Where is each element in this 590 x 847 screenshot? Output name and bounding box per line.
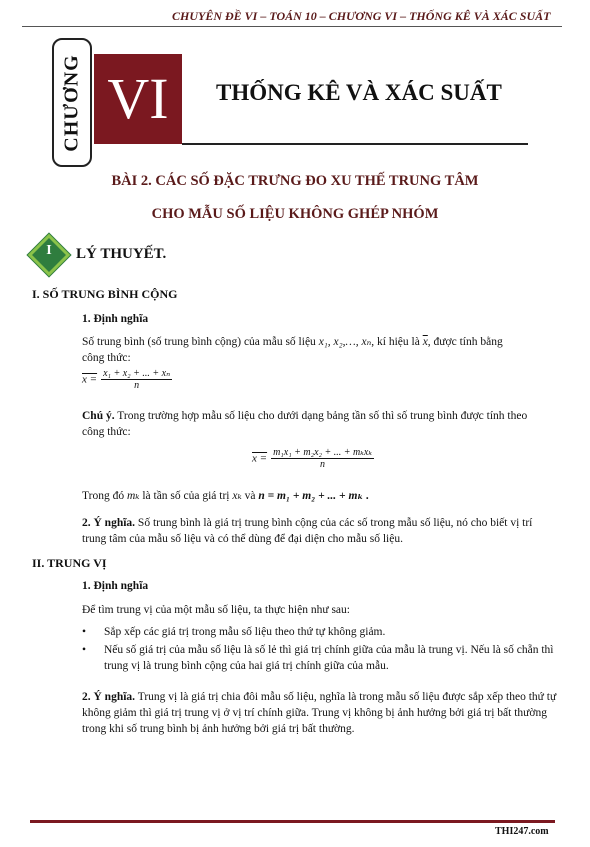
chapter-title-underline <box>182 143 528 145</box>
formula-mean: x = $\frac{\text{x₁ + x₂ + ... + xₙ}}{n}$ <box>82 368 171 391</box>
footer-site: THI247.com <box>495 826 549 837</box>
section2-heading: II. TRUNG VỊ <box>32 556 107 570</box>
part-title: LÝ THUYẾT. <box>76 246 167 262</box>
chapter-title: THỐNG KÊ VÀ XÁC SUẤT <box>216 80 502 105</box>
section1-definition-text: Số trung bình (số trung bình cộng) của mẫu số liệu x₁, x₂,…, xₙ, kí hiệu là $\overline{x}$, được tính bằng công thức: <box>82 336 503 364</box>
lesson-title-line1: BÀI 2. CÁC SỐ ĐẶC TRƯNG ĐO XU THẾ TRUNG TÂM <box>111 173 479 189</box>
section2-bullet-list <box>82 624 557 674</box>
section1-definition-heading: 1. Định nghĩa <box>82 313 149 325</box>
chapter-number: VI <box>94 54 182 144</box>
section1-meaning: 2. Ý nghĩa. Số trung bình là giá trị trung bình cộng của các số trong mẫu số liệu, nó cho biết vị trí trung tâm của mẫu số liệu và có thể dùng để đại diện cho mẫu số liệu. <box>82 517 533 545</box>
running-header: CHUYÊN ĐỀ VI – TOÁN 10 – CHƯƠNG VI – THỐNG KÊ VÀ XÁC SUẤT <box>172 9 551 23</box>
bullet-icon: • <box>82 626 87 638</box>
chapter-label: CHƯƠNG <box>60 53 83 152</box>
section1-where: Trong đó mₖ là tần số của giá trị xₖ và n = m₁ + m₂ + ... + mₖ . <box>82 490 370 502</box>
footer-divider <box>30 820 555 823</box>
section1-note: Chú ý. Trong trường hợp mẫu số liệu cho dưới dạng bảng tần số thì số trung bình được tính theo công thức: <box>82 410 528 438</box>
formula-mean-frequency: x = $\frac{\text{m₁x₁ + m₂x₂ + ... + mₖxₖ}}{n}$ <box>252 447 372 470</box>
chapter-label-box <box>52 38 92 167</box>
part-number: I <box>46 243 52 258</box>
section1-heading: I. SỐ TRUNG BÌNH CỘNG <box>32 287 178 301</box>
lesson-title-line2: CHO MẪU SỐ LIỆU KHÔNG GHÉP NHÓM <box>151 206 439 222</box>
bullet-icon: • <box>82 644 87 656</box>
section2-meaning: 2. Ý nghĩa. Trung vị là giá trị chia đôi mẫu số liệu, nghĩa là trong mẫu số liệu được sắp xếp theo thứ tự không giảm thì giá trị trung vị ở vị trí chính giữa. Trung vị không bị ảnh hưởng bởi giá trị bất thường trong khi số trung bình bị ảnh hưởng bởi giá trị bất thường. <box>82 691 557 735</box>
list-item: • Nếu số giá trị của mẫu số liệu là số lẻ thì giá trị chính giữa của mẫu là trung vị. Nếu là số chẵn thì trung vị là trung bình cộng của hai giá trị chính giữa của mẫu. <box>82 644 554 672</box>
list-item: • Sắp xếp các giá trị trong mẫu số liệu theo thứ tự không giảm. <box>82 626 386 638</box>
header-divider <box>22 26 562 27</box>
section2-intro: Để tìm trung vị của một mẫu số liệu, ta thực hiện như sau: <box>82 604 350 616</box>
section2-definition-heading: 1. Định nghĩa <box>82 580 149 592</box>
